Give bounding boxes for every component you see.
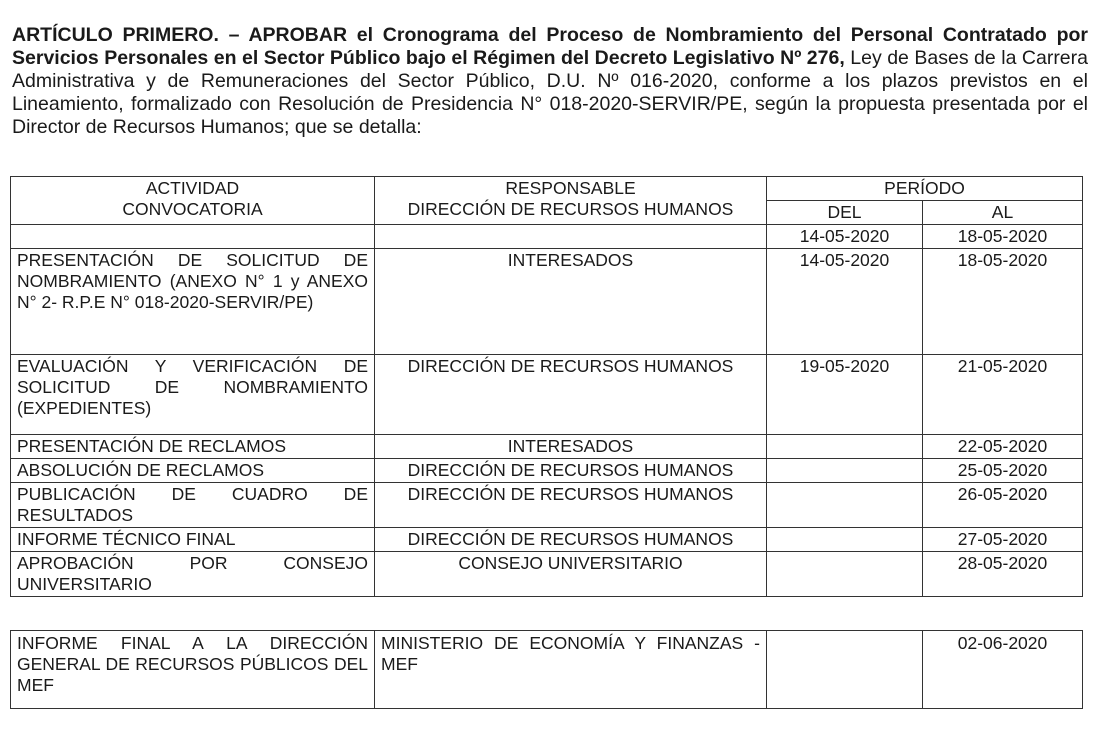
table-cell: PRESENTACIÓN DE SOLICITUD DE NOMBRAMIENTO (ANEXO N° 1 y ANEXO N° 2- R.P.E N° 018-2020-SERVIR/PE)	[11, 249, 375, 355]
table-cell: APROBACIÓN POR CONSEJO UNIVERSITARIO	[11, 552, 375, 597]
table-cell: ABSOLUCIÓN DE RECLAMOS	[11, 459, 375, 483]
table-cell: 18-05-2020	[923, 225, 1083, 249]
table-cell: 26-05-2020	[923, 483, 1083, 528]
table-cell: INTERESADOS	[375, 249, 767, 355]
header-cell: RESPONSABLE DIRECCIÓN DE RECURSOS HUMANOS	[375, 177, 767, 225]
table-row	[11, 631, 1083, 709]
table-cell: PUBLICACIÓN DE CUADRO DE RESULTADOS	[11, 483, 375, 528]
table-cell: 02-06-2020	[923, 631, 1083, 709]
table-cell: 27-05-2020	[923, 528, 1083, 552]
schedule-table	[10, 176, 1083, 597]
article-paragraph	[12, 24, 1088, 139]
table-row	[11, 483, 1083, 528]
table-cell: 28-05-2020	[923, 552, 1083, 597]
header-cell: PERÍODO	[767, 177, 1083, 201]
table-cell: 25-05-2020	[923, 459, 1083, 483]
table-cell: PRESENTACIÓN DE RECLAMOS	[11, 435, 375, 459]
table-cell: 22-05-2020	[923, 435, 1083, 459]
final-row-table	[10, 630, 1083, 709]
table-cell: INFORME TÉCNICO FINAL	[11, 528, 375, 552]
table-row	[11, 435, 1083, 459]
table-cell	[767, 483, 923, 528]
table-row	[11, 552, 1083, 597]
table-cell: DIRECCIÓN DE RECURSOS HUMANOS	[375, 483, 767, 528]
table-cell: MINISTERIO DE ECONOMÍA Y FINANZAS - MEF	[375, 631, 767, 709]
article-text: Ley de Bases de la Carrera Administrativa y de Remuneraciones del Sector Público, D.U. Nº 016-2020, conforme a los plazos previstos en el Lineamiento, formalizado con Resolución de Presidencia N° 018-2020-SERVIR/PE, según la propuesta presentada por el Director de Recursos Humanos; que se detalla:	[12, 46, 1088, 138]
header-cell: ACTIVIDAD CONVOCATORIA	[11, 177, 375, 225]
table-cell: CONSEJO UNIVERSITARIO	[375, 552, 767, 597]
table-cell: DIRECCIÓN DE RECURSOS HUMANOS	[375, 459, 767, 483]
table-cell: DIRECCIÓN DE RECURSOS HUMANOS	[375, 528, 767, 552]
header-cell: AL	[923, 201, 1083, 225]
table-cell	[767, 631, 923, 709]
table-cell: 14-05-2020	[767, 249, 923, 355]
table-row	[11, 528, 1083, 552]
table-cell: EVALUACIÓN Y VERIFICACIÓN DE SOLICITUD DE NOMBRAMIENTO (EXPEDIENTES)	[11, 355, 375, 435]
table-header-row	[11, 177, 1083, 201]
table-cell: INFORME FINAL A LA DIRECCIÓN GENERAL DE RECURSOS PÚBLICOS DEL MEF	[11, 631, 375, 709]
table-cell: 19-05-2020	[767, 355, 923, 435]
table-cell: 21-05-2020	[923, 355, 1083, 435]
table-cell	[767, 552, 923, 597]
table-cell: 14-05-2020	[767, 225, 923, 249]
table-cell: 18-05-2020	[923, 249, 1083, 355]
table-row	[11, 355, 1083, 435]
table-row	[11, 225, 1083, 249]
table-cell: DIRECCIÓN DE RECURSOS HUMANOS	[375, 355, 767, 435]
table-cell: INTERESADOS	[375, 435, 767, 459]
header-cell: DEL	[767, 201, 923, 225]
table-cell	[767, 435, 923, 459]
table-row	[11, 459, 1083, 483]
table-row	[11, 249, 1083, 355]
table-cell	[767, 459, 923, 483]
table-cell	[767, 528, 923, 552]
article-bold: ARTÍCULO PRIMERO. – APROBAR el Cronograma del Proceso de Nombramiento del Personal Contratado por Servicios Personales en el Sector Público bajo el Régimen del Decreto Legislativo Nº 276,	[12, 23, 1088, 69]
